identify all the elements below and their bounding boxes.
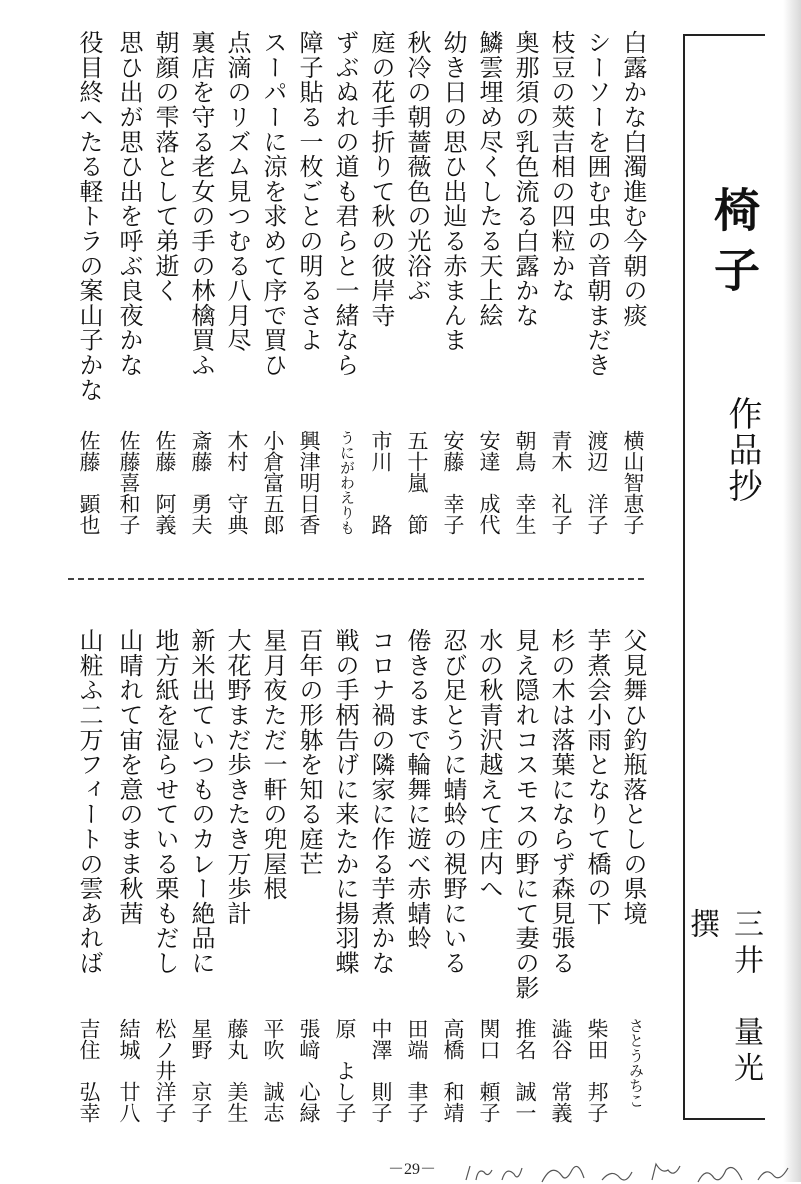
poet-name: 松ノ井洋子: [153, 1018, 177, 1123]
haiku-text: 秋冷の朝薔薇色の光浴ぶ: [403, 30, 431, 303]
poet-name: 田端 聿子: [405, 1018, 429, 1123]
poet-name: 興津明日香: [297, 430, 321, 535]
haiku-text: 見え隠れコスモスの野にて妻の影: [511, 628, 539, 1000]
page-number: －29－: [388, 1161, 437, 1178]
haiku-text: 奥那須の乳色流る白露かな: [511, 30, 539, 328]
haiku-text: シーソーを囲む虫の音朝まだき: [583, 30, 611, 378]
poet-name: 朝鳥 幸生: [513, 430, 537, 535]
poet-name: 斎藤 勇夫: [189, 430, 213, 535]
poet-name: 原 よし子: [333, 1018, 357, 1123]
haiku-text: 戦の手柄告げに来たかに揚羽蝶: [331, 628, 359, 976]
poet-name: 関口 頼子: [477, 1018, 501, 1123]
dashed-divider: [68, 578, 644, 580]
poet-name: 横山智恵子: [621, 430, 645, 535]
section-title: 椅子: [707, 186, 761, 306]
poet-name: 佐藤喜和子: [117, 430, 141, 535]
haiku-text: ずぶぬれの道も君らと一緒なら: [331, 30, 359, 378]
poet-name: 安藤 幸子: [441, 430, 465, 535]
poet-name: 渡辺 洋子: [585, 430, 609, 535]
poet-name: さとうみちこ: [627, 1018, 645, 1108]
haiku-text: 百年の形躰を知る庭芒: [295, 628, 323, 876]
poet-name: 澁谷 常義: [549, 1018, 573, 1123]
haiku-text: 水の秋青沢越えて庄内へ: [475, 628, 503, 901]
poet-name: 小倉富五郎: [261, 430, 285, 535]
haiku-text: 役目終へたる軽トラの案山子かな: [75, 30, 103, 402]
poet-name: 安達 成代: [477, 430, 501, 535]
poet-name: 吉住 弘幸: [77, 1018, 101, 1123]
poet-name: 張﨑 心緑: [297, 1018, 321, 1123]
haiku-text: 芋煮会小雨となりて橋の下: [583, 628, 611, 926]
haiku-text: スーパーに涼を求めて序で買ひ: [259, 30, 287, 378]
poet-name: 藤丸 美生: [225, 1018, 249, 1123]
haiku-text: 地方紙を湿らせている栗もだし: [151, 628, 179, 976]
poet-name: 青木 礼子: [549, 430, 573, 535]
haiku-text: 思ひ出が思ひ出を呼ぶ良夜かな: [115, 30, 143, 378]
haiku-text: 星月夜ただ一軒の兜屋根: [259, 628, 287, 901]
section-subtitle: 作品抄: [722, 396, 762, 504]
haiku-text: 幼き日の思ひ出辿る赤まんま: [439, 30, 467, 353]
poet-name: 平吹 誠志: [261, 1018, 285, 1123]
haiku-text: 障子貼る一枚ごとの明るさよ: [295, 30, 323, 353]
poet-name: 佐藤 阿義: [153, 430, 177, 535]
haiku-text: 父見舞ひ釣瓶落としの県境: [619, 628, 647, 926]
haiku-text: 山晴れて宙を意のまま秋茜: [115, 628, 143, 926]
binding-shadow: [783, 0, 801, 1182]
haiku-text: 枝豆の莢吉相の四粒かな: [547, 30, 575, 303]
poet-name: 結城 廿八: [117, 1018, 141, 1123]
haiku-text: 点滴のリズム見つむる八月尽: [223, 30, 251, 353]
title-box: [683, 34, 765, 1124]
haiku-text: 庭の花手折りて秋の彼岸寺: [367, 30, 395, 328]
poet-name: 市川 路: [369, 430, 393, 535]
haiku-text: 大花野まだ歩きたき万歩計: [223, 628, 251, 926]
haiku-text: 山粧ふ二万フィートの雲あれば: [75, 628, 103, 976]
haiku-text: 朝顔の雫落として弟逝く: [151, 30, 179, 303]
haiku-text: 白露かな白濁進む今朝の痰: [619, 30, 647, 328]
haiku-text: 裏店を守る老女の手の林檎買ふ: [187, 30, 215, 378]
poet-name: 高橋 和靖: [441, 1018, 465, 1123]
handwritten-note: [462, 1158, 792, 1184]
haiku-text: 倦きるまで輪舞に遊べ赤蜻蛉: [403, 628, 431, 951]
haiku-text: 忍び足とうに蜻蛉の視野にいる: [439, 628, 467, 976]
poet-name: 柴田 邦子: [585, 1018, 609, 1123]
haiku-text: 杉の木は落葉にならず森見張る: [547, 628, 575, 976]
poet-name: 星野 京子: [189, 1018, 213, 1123]
poet-name: うにがわえりも: [338, 430, 356, 535]
selector-credit: 三井 量光 撰: [684, 908, 763, 1124]
poet-name: 木村 守典: [225, 430, 249, 535]
haiku-text: 新米出ていつものカレー絶品に: [187, 628, 215, 976]
poet-name: 五十嵐 節: [405, 430, 429, 535]
poet-name: 推名 誠一: [513, 1018, 537, 1123]
poet-name: 中澤 則子: [369, 1018, 393, 1123]
haiku-text: コロナ禍の隣家に作る芋煮かな: [367, 628, 395, 976]
haiku-text: 鱗雲埋め尽くしたる天上絵: [475, 30, 503, 328]
poet-name: 佐藤 顕也: [77, 430, 101, 535]
